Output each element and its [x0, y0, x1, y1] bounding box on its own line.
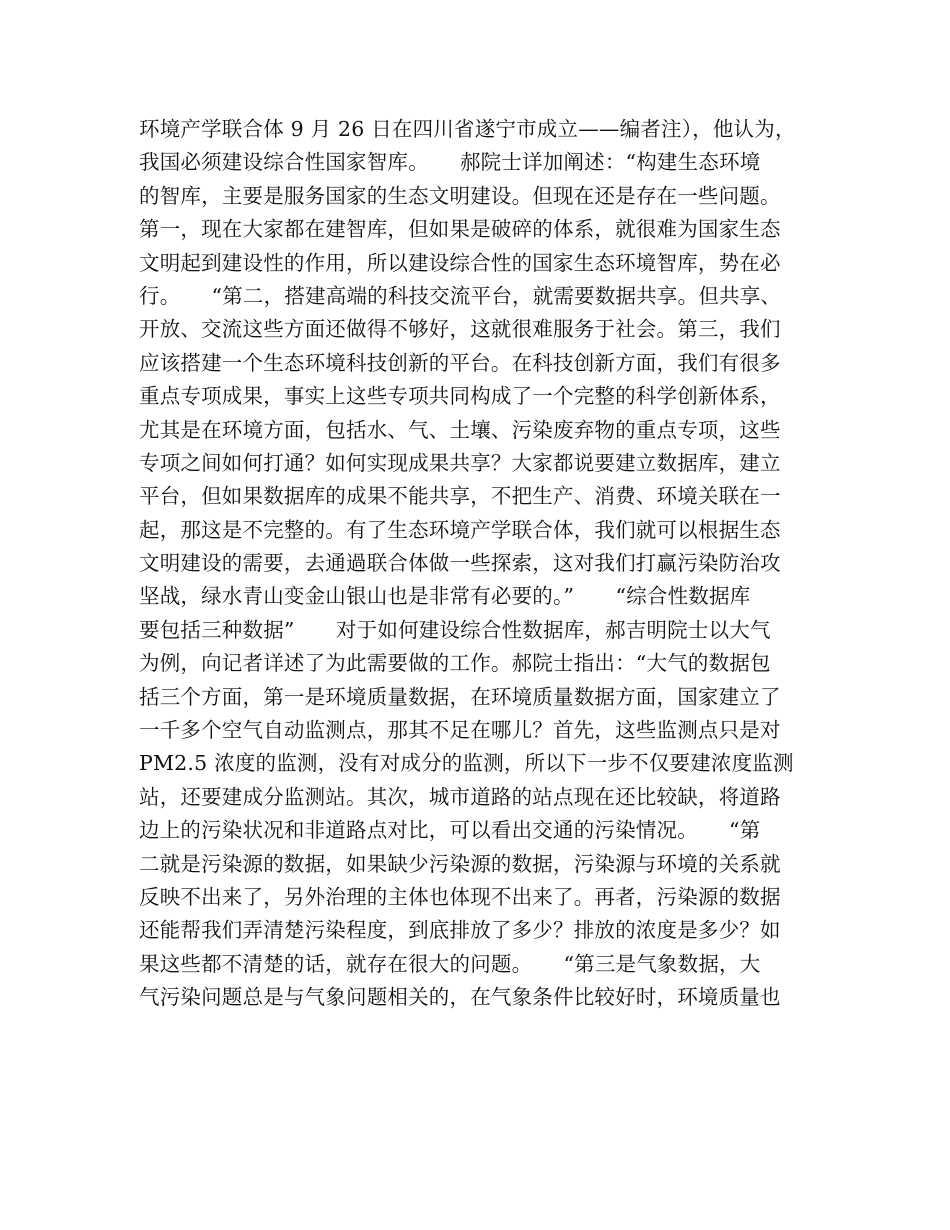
article-body [139, 113, 829, 1015]
text-line: 一千多个空气自动监测点，那其不足在哪儿？首先，这些监测点只是对 [139, 718, 781, 743]
text-line: 坚战，绿水青山变金山银山也是非常有必要的。” “综合性数据库 [139, 584, 751, 609]
text-line: 文明起到建设性的作用，所以建设综合性的国家生态环境智库，势在必 [139, 250, 781, 275]
text-line: 边上的污染状况和非道路点对比，可以看出交通的污染情况。 “第 [139, 818, 761, 843]
text-line: 括三个方面，第一是环境质量数据，在环境质量数据方面，国家建立了 [139, 684, 781, 709]
text-line: 文明建设的需要，去通過联合体做一些探索，这对我们打赢污染防治攻 [139, 551, 781, 576]
text-line: 环境产学联合体 9 月 26 日在四川省遂宁市成立——编者注），他认为， [139, 117, 796, 141]
text-line: 二就是污染源的数据，如果缺少污染源的数据，污染源与环境的关系就 [139, 851, 781, 876]
text-line: 尤其是在环境方面，包括水、气、土壤、污染废弃物的重点专项，这些 [139, 417, 781, 442]
text-line: 为例，向记者详述了为此需要做的工作。郝院士指出：“大气的数据包 [139, 651, 771, 676]
text-line: 果这些都不清楚的话，就存在很大的问题。 “第三是气象数据，大 [139, 951, 761, 976]
text-line: 平台，但如果数据库的成果不能共享，不把生产、消费、环境关联在一 [139, 484, 781, 509]
text-line: 第一，现在大家都在建智库，但如果是破碎的体系，就很难为国家生态 [139, 217, 781, 242]
text-line: 应该搭建一个生态环境科技创新的平台。在科技创新方面，我们有很多 [139, 350, 781, 375]
text-line: 气污染问题总是与气象问题相关的，在气象条件比较好时，环境质量也 [139, 985, 781, 1010]
text-line: 要包括三种数据” 对于如何建设综合性数据库，郝吉明院士以大气 [139, 617, 771, 642]
text-line: 行。 “第二，搭建高端的科技交流平台，就需要数据共享。但共享、 [139, 283, 782, 308]
text-line: 反映不出来了，另外治理的主体也体现不出来了。再者，污染源的数据 [139, 884, 781, 909]
text-line: 专项之间如何打通？如何实现成果共享？大家都说要建立数据库，建立 [139, 450, 781, 475]
text-line: 重点专项成果，事实上这些专项共同构成了一个完整的科学创新体系， [139, 384, 781, 409]
text-line: 开放、交流这些方面还做得不够好，这就很难服务于社会。第三，我们 [139, 317, 781, 342]
text-line: 起，那这是不完整的。有了生态环境产学联合体，我们就可以根据生态 [139, 517, 781, 542]
text-line: 站，还要建成分监测站。其次，城市道路的站点现在还比较缺，将道路 [139, 784, 781, 809]
text-line: PM2.5 浓度的监测，没有对成分的监测，所以下一步不仅要建浓度监测 [139, 751, 794, 776]
text-line: 的智库，主要是服务国家的生态文明建设。但现在还是存在一些问题。 [139, 183, 781, 208]
text-line: 还能帮我们弄清楚污染程度，到底排放了多少？排放的浓度是多少？如 [139, 918, 781, 943]
text-line: 我国必须建设综合性国家智库。 郝院士详加阐述：“构建生态环境 [139, 150, 761, 175]
